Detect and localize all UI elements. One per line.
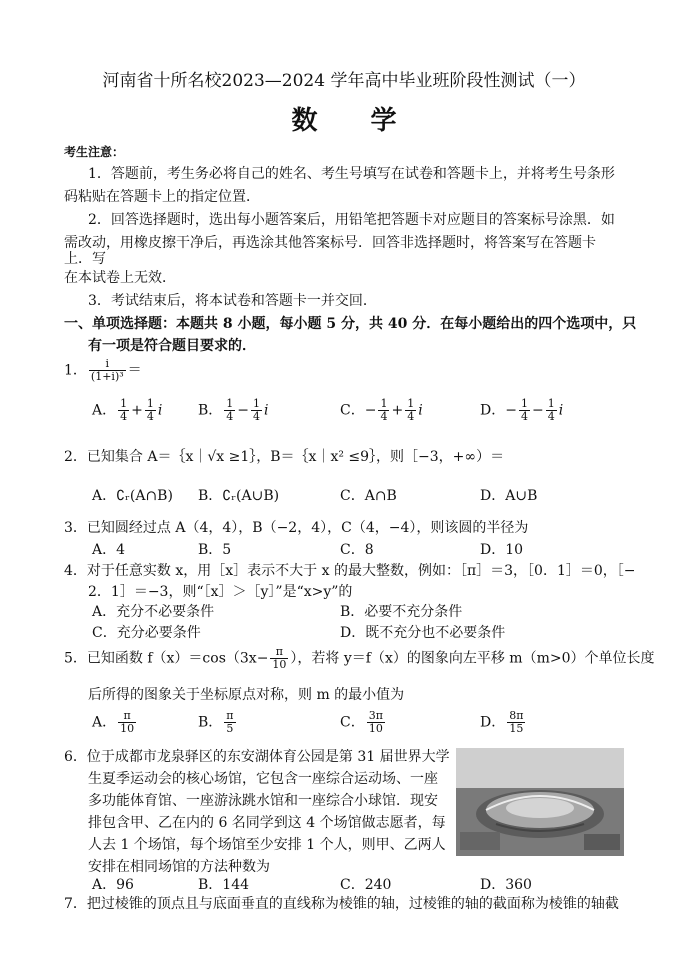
q5-option-a[interactable]: A． $\frac{\pi}{10}$ [92,709,135,735]
q1-frac-num: i [89,358,126,371]
stadium-illustration [456,748,624,856]
q1-option-b[interactable]: B． $\frac{1}{4}$ − $\frac{1}{4}$ i [198,397,269,423]
notice-item2-line1: 2．回答选择题时，选出每小题答案后，用铅笔把答题卡对应题目的答案标号涂黑．如 [88,212,615,228]
question-4-stem-line2: 2．1］＝−3，则“［x］＞［y］”是“x>y”的 [88,584,353,600]
question-5-stem-line1: 5．已知函数 f（x）＝cos（3x− $\frac{\pi}{10}$ ），若将 y＝f（x）的图象向左平移 m（m>0）个单位长度 [64,645,655,671]
q1-frac-den: (1+i)³ [90,370,124,383]
sky [456,748,624,788]
q1-equals: ＝ [127,362,142,379]
trees-right [584,834,620,850]
q5-option-b[interactable]: B． $\frac{\pi}{5}$ [198,709,234,735]
section1-heading-line2: 有一项是符合题目要求的． [88,338,256,354]
q6-option-d[interactable]: D．360 [480,877,532,893]
notice-item1-line2: 码粘贴在答题卡上的指定位置． [64,189,260,205]
question-6-line5: 人去 1 个场馆，每个场馆至少安排 1 个人，则甲、乙两人 [88,837,446,853]
q4-option-d[interactable]: D．既不充分也不必要条件 [340,625,506,641]
question-6-line6: 安排在相同场馆的方法种数为 [88,859,270,875]
question-6-line3: 多功能体育馆、一座游泳跳水馆和一座综合小球馆．现安 [88,793,438,809]
stadium-field [506,798,574,818]
question-4-stem-line1: 4．对于任意实数 x，用［x］表示不大于 x 的最大整数，例如：［π］＝3，［0．1］＝0，［− [64,563,636,579]
section1-heading-line1: 一、单项选择题：本题共 8 小题，每小题 5 分，共 40 分．在每小题给出的四个选项中，只 [64,316,637,332]
q3-option-b[interactable]: B．5 [198,542,232,558]
exam-title: 河南省十所名校2023—2024 学年高中毕业班阶段性测试（一） [102,71,586,91]
q1-option-a[interactable]: A． $\frac{1}{4}$ + $\frac{1}{4}$ i [92,397,163,423]
trees-left [460,832,500,850]
q2-option-d[interactable]: D．A∪B [480,488,538,504]
q3-option-d[interactable]: D．10 [480,542,524,558]
question-2-stem: 2．已知集合 A＝｛x｜√x ≥1｝，B＝｛x｜x² ≤9｝，则［−3，+∞）＝ [64,449,505,465]
q2-option-a[interactable]: A．∁ᵣ(A∩B) [92,488,173,504]
question-6-line2: 生夏季运动会的核心场馆，它包含一座综合运动场、一座 [88,771,438,787]
q5-option-d[interactable]: D． $\frac{8\pi}{15}$ [480,709,524,735]
q5-fraction: $\frac{\pi}{10}$ [272,645,287,671]
notice-item2-line2: 需改动，用橡皮擦干净后，再选涂其他答案标号．回答非选择题时，将答案写在答题卡 [64,235,596,251]
notice-item3: 3．考试结束后，将本试卷和答题卡一并交回． [88,293,377,309]
question-5-stem-line2: 后所得的图象关于坐标原点对称，则 m 的最小值为 [88,687,405,703]
subject-title: 数 学 [291,106,419,136]
q1-option-d[interactable]: D．− $\frac{1}{4}$ − $\frac{1}{4}$ i [480,397,564,423]
q4-option-b[interactable]: B．必要不充分条件 [340,604,463,620]
q6-option-b[interactable]: B．144 [198,877,250,893]
question-1-stem [64,358,142,383]
q2-option-c[interactable]: C．A∩B [340,488,397,504]
q4-option-c[interactable]: C．充分必要条件 [92,625,201,641]
q1-fraction [89,358,126,383]
question-number: 1． [64,362,87,379]
notice-label: 考生注意： [64,145,125,159]
question-7-stem: 7．把过棱锥的顶点且与底面垂直的直线称为棱锥的轴，过棱锥的轴的截面称为棱锥的轴截 [64,896,619,912]
q6-option-a[interactable]: A．96 [92,877,134,893]
q1-option-c[interactable]: C．− $\frac{1}{4}$ + $\frac{1}{4}$ i [340,397,423,423]
question-3-stem: 3．已知圆经过点 A（4，4），B（−2，4），C（4，−4），则该圆的半径为 [64,520,529,536]
q5-option-c[interactable]: C． $\frac{3\pi}{10}$ [340,709,383,735]
stadium-photo [456,748,624,856]
q6-option-c[interactable]: C．240 [340,877,392,893]
question-6-line4: 排包含甲、乙在内的 6 名同学到这 4 个场馆做志愿者，每 [88,815,446,831]
notice-item2-line3: 上．写 [64,251,106,267]
question-6-line1: 6．位于成都市龙泉驿区的东安湖体育公园是第 31 届世界大学 [64,749,450,765]
notice-item1-line1: 1．答题前，考生务必将自己的姓名、考生号填写在试卷和答题卡上，并将考生号条形 [88,166,615,182]
notice-item2-line4: 在本试卷上无效． [64,270,176,286]
q3-option-a[interactable]: A．4 [92,542,126,558]
q2-option-b[interactable]: B．∁ᵣ(A∪B) [198,488,280,504]
q3-option-c[interactable]: C．8 [340,542,374,558]
q4-option-a[interactable]: A．充分不必要条件 [92,604,215,620]
